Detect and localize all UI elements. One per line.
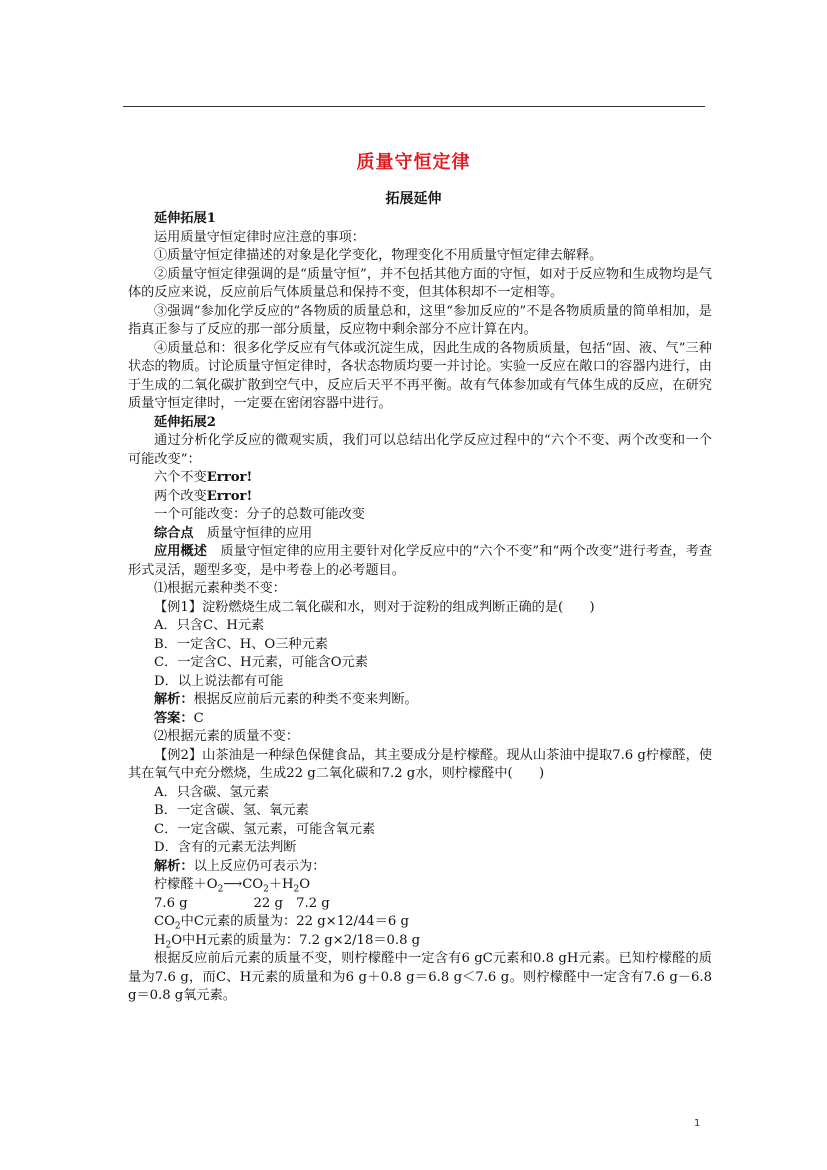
q1-section: ⑴根据元素种类不变：: [154, 581, 286, 596]
ext2-six-unchanged: [128, 469, 712, 488]
six-error: Error!: [206, 470, 253, 485]
q2-analysis: [128, 858, 712, 877]
ext1-point-2: ②质量守恒定律强调的是“质量守恒”，并不包括其他方面的守恒，如对于反应物和生成物均是气体的反应来说，反应前后气体质量总和保持不变，但其体积却不一定相等。: [128, 266, 712, 300]
q1-analysis: [128, 691, 712, 710]
q2-stem: [128, 747, 712, 784]
two-label: 两个改变: [154, 488, 207, 504]
q1-option-b: B．一定含C、H、O三种元素: [154, 636, 328, 652]
topic-text: 质量守恒律的应用: [206, 525, 313, 541]
q2-option-a: A．只含碳、氢元素: [154, 784, 270, 800]
page-title: 质量守恒定律: [356, 152, 471, 173]
eq-co: CO: [242, 877, 264, 892]
q1-analysis-label: 解析：: [154, 692, 194, 707]
h2o-formula: H: [154, 932, 166, 948]
ext2-intro: 通过分析化学反应的微观实质，我们可以总结出化学反应过程中的“六个不变、两个改变和一个可能改变”：: [128, 433, 712, 467]
q2-option-d: D．含有的元素无法判断: [154, 840, 297, 855]
q1-answer-text: C: [193, 710, 204, 726]
co2-sub: 2: [174, 921, 181, 932]
q2-equation: [128, 876, 712, 895]
eq-sub: 2: [217, 884, 224, 895]
q2-analysis-label: 解析：: [154, 858, 194, 874]
q1-analysis-text: 根据反应前后元素的种类不变来判断。: [193, 692, 418, 707]
q2-analysis-text: 以上反应仍可表示为：: [193, 858, 326, 874]
q1-stem-text: 淀粉燃烧生成二氧化碳和水，则对于淀粉的组成判断正确的是( ): [201, 599, 595, 615]
q2-tag: 【例2】: [154, 747, 203, 763]
two-error: Error!: [206, 488, 253, 504]
h2o-text: O中H元素的质量为：7.2 g×2/18＝0.8 g: [171, 932, 421, 948]
page-subtitle: 拓展延伸: [385, 191, 442, 207]
topic-line: [128, 525, 712, 544]
ext2-one-possible: 一个可能改变：分子的总数可能改变: [154, 507, 365, 522]
ext1-point-3: ③强调“参加化学反应的”各物质的质量总和，这里“参加反应的”不是各物质质量的简单相加，是指真正参与了反应的那一部分质量，反应物中剩余部分不应计算在内。: [128, 303, 712, 337]
q1-option-a: A．只含C、H元素: [154, 618, 265, 633]
eq-sub: 2: [293, 884, 300, 895]
ext1-point-4: ④质量总和：很多化学反应有气体或沉淀生成，因此生成的各物质质量，包括“固、液、气”三种状态的物质。讨论质量守恒定律时，各状态物质均要一并讨论。实验一反应在敞口的容器内进行，由于生成的二氧化碳扩散到空气中，反应后天平不再平衡。故有气体参加或有气体生成的反应，在研究质量守恒定律时，一定要在密闭容器中进行。: [128, 340, 712, 411]
q2-masses: 7.6 g 22 g 7.2 g: [154, 895, 330, 911]
q2-conclusion: 根据反应前后元素的质量不变，则柠檬醛中一定含有6 gC元素和0.8 gH元素。已知柠檬醛的质量为7.6 g，而C、H元素的质量和为6 g＋0.8 g＝6.8 g＜7.6 g。则柠檬醛中一定含有7.6 g－6.8 g＝0.8 g氧元素。: [128, 951, 712, 1003]
q2-co2-carbon: [128, 913, 712, 932]
ext2-two-changed: [128, 488, 712, 507]
header-rule: [123, 106, 705, 107]
topic-label: 综合点: [154, 525, 194, 541]
ext1-heading: 延伸拓展1: [154, 211, 216, 226]
q1-tag: 【例1】: [154, 599, 202, 615]
overview-text: 质量守恒定律的应用主要针对化学反应中的“六个不变”和“两个改变”进行考查，考查形式灵活，题型多变，是中考卷上的必考题目。: [128, 544, 713, 578]
co2-formula: CO: [154, 914, 175, 929]
q1-option-c: C．一定含C、H元素，可能含O元素: [154, 655, 368, 670]
eq-plus-h: ＋H: [268, 877, 294, 892]
ext1-intro: 运用质量守恒定律时应注意的事项：: [154, 229, 365, 245]
overview-para: [128, 543, 712, 580]
q1-option-d: D．以上说法都有可能: [154, 673, 284, 689]
document-body: [128, 210, 712, 1006]
eq-o: O: [299, 877, 311, 892]
q2-stem-text: 山茶油是一种绿色保健食品，其主要成分是柠檬醛。现从山茶油中提取7.6 g柠檬醛，使其在氧气中充分燃烧，生成22 g二氧化碳和7.2 g水，则柠檬醛中( ): [128, 747, 713, 781]
overview-label: 应用概述: [154, 544, 208, 559]
eq-sub: 2: [263, 884, 269, 895]
q2-section: ⑵根据元素的质量不变：: [154, 729, 300, 744]
q1-answer: [128, 710, 712, 729]
q2-option-c: C．一定含碳、氢元素，可能含氧元素: [154, 821, 376, 837]
eq-left: 柠檬醛＋O: [154, 877, 218, 892]
co2-text: 中C元素的质量为：22 g×12/44＝6 g: [180, 914, 409, 929]
ext1-point-1: ①质量守恒定律描述的对象是化学变化，物理变化不用质量守恒定律去解释。: [154, 248, 603, 263]
ext2-heading: 延伸拓展2: [154, 414, 216, 430]
q2-h2o-hydrogen: [128, 932, 712, 951]
q1-stem: [128, 599, 712, 618]
q1-answer-label: 答案：: [154, 710, 194, 726]
h2o-sub: 2: [165, 940, 172, 951]
six-label: 六个不变: [154, 470, 207, 485]
q2-option-b: B．一定含碳、氢、氧元素: [154, 803, 309, 818]
eq-arrow: ⟶: [223, 877, 243, 892]
page-number: 1: [694, 1118, 701, 1129]
